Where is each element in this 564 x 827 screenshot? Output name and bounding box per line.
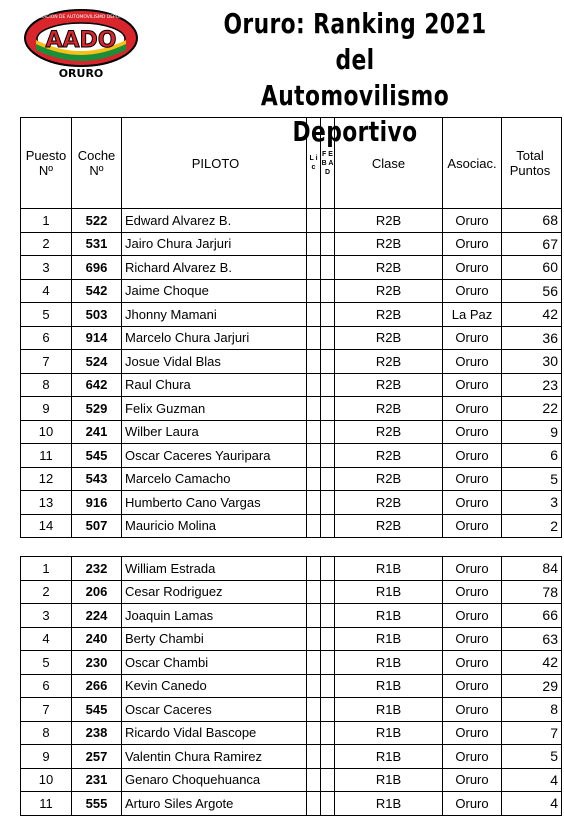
cell-pilot-name: Oscar Chambi (122, 651, 307, 675)
cell-class: R1B (335, 745, 443, 769)
cell-lic (307, 397, 321, 421)
cell-position: 3 (21, 256, 72, 280)
cell-car-number: 696 (72, 256, 122, 280)
cell-pilot-name: Genaro Choquehuanca (122, 768, 307, 792)
cell-lic (307, 792, 321, 816)
cell-febad (321, 627, 335, 651)
table-row (21, 232, 562, 256)
cell-febad (321, 698, 335, 722)
cell-position: 6 (21, 326, 72, 350)
cell-pilot-name: Berty Chambi (122, 627, 307, 651)
cell-pilot-name: Joaquin Lamas (122, 604, 307, 628)
cell-car-number: 555 (72, 792, 122, 816)
cell-car-number: 524 (72, 350, 122, 374)
cell-febad (321, 373, 335, 397)
col-puesto: Puesto Nº (21, 118, 72, 209)
cell-febad (321, 745, 335, 769)
section-gap (21, 538, 562, 557)
cell-car-number: 522 (72, 209, 122, 233)
cell-position: 9 (21, 397, 72, 421)
cell-class: R1B (335, 698, 443, 722)
cell-position: 1 (21, 557, 72, 581)
cell-car-number: 503 (72, 303, 122, 327)
cell-pilot-name: Raul Chura (122, 373, 307, 397)
cell-association: Oruro (443, 580, 502, 604)
logo-bottom-text: ORURO (58, 67, 104, 80)
cell-febad (321, 467, 335, 491)
table-row (21, 420, 562, 444)
cell-lic (307, 444, 321, 468)
cell-pilot-name: Kevin Canedo (122, 674, 307, 698)
cell-febad (321, 721, 335, 745)
cell-points: 23 (502, 373, 562, 397)
cell-pilot-name: William Estrada (122, 557, 307, 581)
cell-lic (307, 467, 321, 491)
cell-car-number: 916 (72, 491, 122, 515)
cell-association: Oruro (443, 279, 502, 303)
cell-lic (307, 514, 321, 538)
cell-class: R1B (335, 768, 443, 792)
cell-points: 5 (502, 467, 562, 491)
cell-pilot-name: Jairo Chura Jarjuri (122, 232, 307, 256)
cell-febad (321, 420, 335, 444)
cell-class: R2B (335, 373, 443, 397)
cell-position: 5 (21, 303, 72, 327)
cell-position: 7 (21, 350, 72, 374)
cell-class: R2B (335, 209, 443, 233)
cell-febad (321, 674, 335, 698)
col-total: Total Puntos (502, 118, 562, 209)
cell-points: 8 (502, 698, 562, 722)
cell-lic (307, 768, 321, 792)
cell-position: 13 (21, 491, 72, 515)
aado-logo (22, 8, 140, 80)
cell-car-number: 531 (72, 232, 122, 256)
cell-association: La Paz (443, 303, 502, 327)
cell-pilot-name: Oscar Caceres Yauripara (122, 444, 307, 468)
cell-points: 36 (502, 326, 562, 350)
col-febad: F E B A D (321, 118, 335, 209)
cell-class: R1B (335, 604, 443, 628)
cell-points: 60 (502, 256, 562, 280)
cell-car-number: 543 (72, 467, 122, 491)
cell-febad (321, 232, 335, 256)
table-row (21, 397, 562, 421)
cell-class: R2B (335, 326, 443, 350)
cell-pilot-name: Cesar Rodriguez (122, 580, 307, 604)
cell-pilot-name: Ricardo Vidal Bascope (122, 721, 307, 745)
cell-febad (321, 768, 335, 792)
cell-points: 66 (502, 604, 562, 628)
cell-class: R2B (335, 444, 443, 468)
cell-febad (321, 209, 335, 233)
cell-class: R2B (335, 397, 443, 421)
cell-lic (307, 627, 321, 651)
cell-position: 1 (21, 209, 72, 233)
cell-points: 4 (502, 792, 562, 816)
cell-febad (321, 604, 335, 628)
cell-points: 42 (502, 651, 562, 675)
cell-association: Oruro (443, 721, 502, 745)
cell-lic (307, 420, 321, 444)
cell-position: 8 (21, 721, 72, 745)
cell-class: R2B (335, 303, 443, 327)
cell-car-number: 507 (72, 514, 122, 538)
cell-class: R1B (335, 674, 443, 698)
table-row (21, 256, 562, 280)
table-row (21, 792, 562, 816)
cell-car-number: 238 (72, 721, 122, 745)
cell-position: 8 (21, 373, 72, 397)
cell-pilot-name: Jaime Choque (122, 279, 307, 303)
cell-association: Oruro (443, 514, 502, 538)
cell-pilot-name: Marcelo Camacho (122, 467, 307, 491)
cell-points: 7 (502, 721, 562, 745)
cell-car-number: 542 (72, 279, 122, 303)
cell-pilot-name: Valentin Chura Ramirez (122, 745, 307, 769)
cell-pilot-name: Oscar Caceres (122, 698, 307, 722)
cell-lic (307, 604, 321, 628)
table-row (21, 326, 562, 350)
cell-association: Oruro (443, 420, 502, 444)
cell-association: Oruro (443, 674, 502, 698)
cell-lic (307, 326, 321, 350)
table-row (21, 745, 562, 769)
cell-lic (307, 674, 321, 698)
cell-pilot-name: Felix Guzman (122, 397, 307, 421)
cell-lic (307, 721, 321, 745)
cell-position: 5 (21, 651, 72, 675)
cell-car-number: 257 (72, 745, 122, 769)
cell-association: Oruro (443, 768, 502, 792)
cell-pilot-name: Mauricio Molina (122, 514, 307, 538)
cell-association: Oruro (443, 232, 502, 256)
table-row (21, 491, 562, 515)
cell-car-number: 914 (72, 326, 122, 350)
cell-position: 12 (21, 467, 72, 491)
title-line1: Oruro: Ranking 2021 del (223, 7, 487, 76)
cell-lic (307, 279, 321, 303)
cell-pilot-name: Josue Vidal Blas (122, 350, 307, 374)
cell-febad (321, 580, 335, 604)
cell-car-number: 206 (72, 580, 122, 604)
cell-class: R2B (335, 491, 443, 515)
r1b-section (21, 557, 562, 816)
cell-febad (321, 279, 335, 303)
col-clase: Clase (335, 118, 443, 209)
cell-association: Oruro (443, 557, 502, 581)
table-row (21, 303, 562, 327)
table-row (21, 444, 562, 468)
cell-points: 56 (502, 279, 562, 303)
col-piloto: PILOTO (122, 118, 307, 209)
table-row (21, 580, 562, 604)
cell-points: 6 (502, 444, 562, 468)
col-lic: L i c (307, 118, 321, 209)
cell-pilot-name: Edward Alvarez B. (122, 209, 307, 233)
cell-febad (321, 514, 335, 538)
cell-points: 22 (502, 397, 562, 421)
cell-position: 7 (21, 698, 72, 722)
cell-points: 30 (502, 350, 562, 374)
cell-points: 78 (502, 580, 562, 604)
cell-association: Oruro (443, 326, 502, 350)
table-row (21, 604, 562, 628)
table-row (21, 514, 562, 538)
cell-lic (307, 209, 321, 233)
cell-lic (307, 651, 321, 675)
table-row (21, 373, 562, 397)
table-row (21, 209, 562, 233)
logo-top-text: ASOCIACION DE AUTOMOVILISMO DEPORTIVO (29, 15, 133, 20)
cell-car-number: 230 (72, 651, 122, 675)
cell-association: Oruro (443, 444, 502, 468)
cell-points: 5 (502, 745, 562, 769)
cell-position: 11 (21, 792, 72, 816)
cell-car-number: 231 (72, 768, 122, 792)
cell-car-number: 232 (72, 557, 122, 581)
cell-position: 6 (21, 674, 72, 698)
cell-lic (307, 698, 321, 722)
cell-association: Oruro (443, 627, 502, 651)
table-row (21, 279, 562, 303)
cell-points: 42 (502, 303, 562, 327)
cell-position: 14 (21, 514, 72, 538)
cell-car-number: 241 (72, 420, 122, 444)
cell-association: Oruro (443, 350, 502, 374)
cell-febad (321, 303, 335, 327)
cell-febad (321, 557, 335, 581)
cell-lic (307, 350, 321, 374)
cell-association: Oruro (443, 467, 502, 491)
cell-points: 9 (502, 420, 562, 444)
title-line2: Automovilismo Deportivo (260, 79, 450, 148)
cell-pilot-name: Jhonny Mamani (122, 303, 307, 327)
cell-class: R2B (335, 232, 443, 256)
cell-car-number: 240 (72, 627, 122, 651)
cell-points: 3 (502, 491, 562, 515)
cell-febad (321, 491, 335, 515)
cell-position: 2 (21, 232, 72, 256)
cell-car-number: 529 (72, 397, 122, 421)
cell-febad (321, 326, 335, 350)
cell-position: 10 (21, 420, 72, 444)
cell-pilot-name: Wilber Laura (122, 420, 307, 444)
cell-class: R2B (335, 514, 443, 538)
cell-association: Oruro (443, 491, 502, 515)
cell-association: Oruro (443, 792, 502, 816)
cell-lic (307, 232, 321, 256)
cell-car-number: 545 (72, 444, 122, 468)
table-row (21, 698, 562, 722)
cell-lic (307, 256, 321, 280)
cell-febad (321, 397, 335, 421)
cell-pilot-name: Marcelo Chura Jarjuri (122, 326, 307, 350)
cell-pilot-name: Richard Alvarez B. (122, 256, 307, 280)
cell-lic (307, 745, 321, 769)
col-asociacion: Asociac. (443, 118, 502, 209)
table-row (21, 557, 562, 581)
cell-car-number: 224 (72, 604, 122, 628)
cell-association: Oruro (443, 745, 502, 769)
table-row (21, 467, 562, 491)
cell-points: 63 (502, 627, 562, 651)
cell-association: Oruro (443, 209, 502, 233)
cell-class: R1B (335, 721, 443, 745)
cell-position: 4 (21, 627, 72, 651)
cell-car-number: 545 (72, 698, 122, 722)
table-row (21, 627, 562, 651)
cell-association: Oruro (443, 397, 502, 421)
cell-class: R2B (335, 420, 443, 444)
cell-association: Oruro (443, 256, 502, 280)
cell-class: R1B (335, 580, 443, 604)
r2b-section (21, 209, 562, 538)
cell-car-number: 642 (72, 373, 122, 397)
table-row (21, 721, 562, 745)
header-row (21, 118, 562, 209)
cell-position: 3 (21, 604, 72, 628)
cell-class: R2B (335, 467, 443, 491)
table-row (21, 674, 562, 698)
cell-lic (307, 373, 321, 397)
cell-lic (307, 580, 321, 604)
cell-class: R1B (335, 792, 443, 816)
cell-lic (307, 491, 321, 515)
table-row (21, 768, 562, 792)
cell-association: Oruro (443, 373, 502, 397)
cell-pilot-name: Humberto Cano Vargas (122, 491, 307, 515)
cell-position: 9 (21, 745, 72, 769)
cell-lic (307, 557, 321, 581)
cell-class: R1B (335, 557, 443, 581)
table-row (21, 350, 562, 374)
col-coche: Coche Nº (72, 118, 122, 209)
cell-febad (321, 792, 335, 816)
cell-position: 2 (21, 580, 72, 604)
cell-points: 29 (502, 674, 562, 698)
cell-febad (321, 651, 335, 675)
cell-points: 4 (502, 768, 562, 792)
table-row (21, 651, 562, 675)
cell-association: Oruro (443, 651, 502, 675)
ranking-table (20, 117, 562, 816)
cell-points: 67 (502, 232, 562, 256)
cell-class: R2B (335, 279, 443, 303)
cell-points: 84 (502, 557, 562, 581)
logo-main-text: AADO (45, 28, 117, 53)
cell-points: 68 (502, 209, 562, 233)
cell-febad (321, 256, 335, 280)
cell-points: 2 (502, 514, 562, 538)
cell-position: 4 (21, 279, 72, 303)
cell-association: Oruro (443, 698, 502, 722)
cell-lic (307, 303, 321, 327)
cell-association: Oruro (443, 604, 502, 628)
cell-class: R1B (335, 627, 443, 651)
cell-class: R2B (335, 256, 443, 280)
cell-car-number: 266 (72, 674, 122, 698)
cell-pilot-name: Arturo Siles Argote (122, 792, 307, 816)
cell-position: 10 (21, 768, 72, 792)
cell-febad (321, 350, 335, 374)
cell-class: R2B (335, 350, 443, 374)
cell-class: R1B (335, 651, 443, 675)
cell-febad (321, 444, 335, 468)
cell-position: 11 (21, 444, 72, 468)
